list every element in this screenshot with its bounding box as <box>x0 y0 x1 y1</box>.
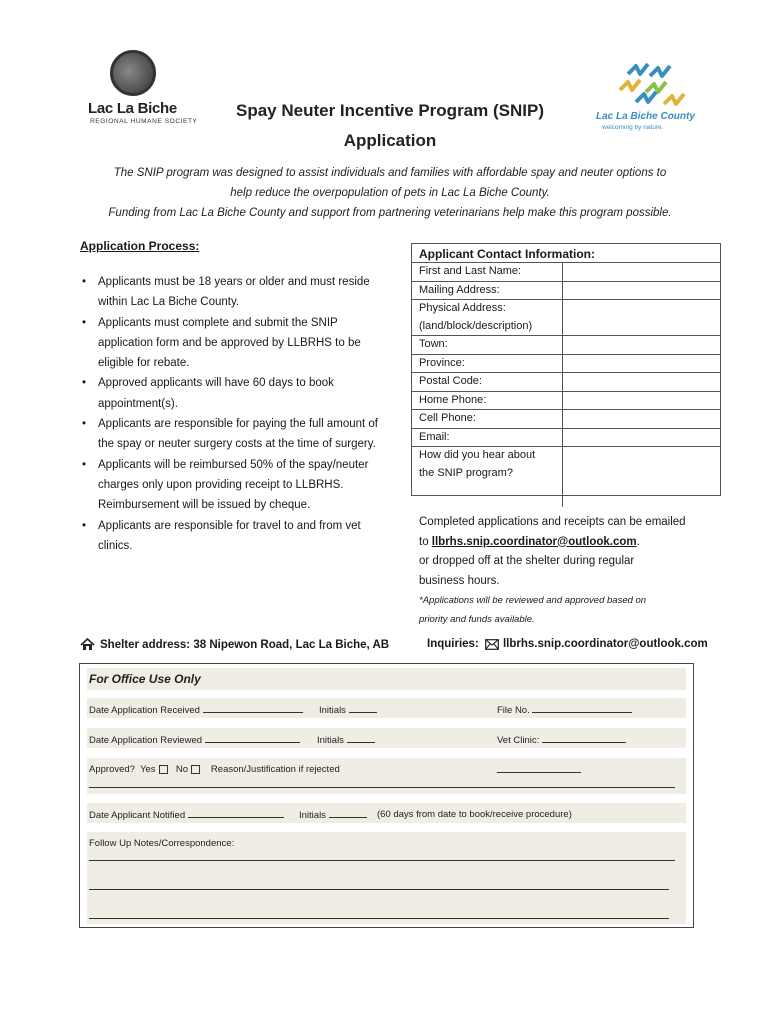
home-phone-field[interactable] <box>563 392 720 410</box>
title-line-2: Application <box>343 131 437 150</box>
shelter-label: Shelter address: <box>100 638 191 651</box>
coordinator-email-link[interactable]: llbrhs.snip.coordinator@outlook.com <box>431 535 637 548</box>
county-logo-sub: welcoming by nature. <box>602 124 664 131</box>
contact-label: Home Phone: <box>412 392 563 410</box>
initials-label: Initials <box>319 705 346 716</box>
initials-field[interactable] <box>347 734 375 743</box>
initials-field[interactable] <box>329 809 367 818</box>
submission-instructions <box>419 513 729 629</box>
date-notified-field[interactable] <box>188 809 284 818</box>
review-note-line-1: *Applications will be reviewed and approved based on <box>419 595 647 606</box>
dog-silhouette-icon <box>110 50 156 96</box>
contact-row-mailing <box>412 282 720 301</box>
contact-label: First and Last Name: <box>412 263 563 281</box>
contact-label-line-1: Physical Address: <box>419 302 506 314</box>
contact-row-physical <box>412 300 720 336</box>
county-birds-icon <box>606 56 696 108</box>
inquiries-label: Inquiries: <box>427 638 479 650</box>
county-logo-name: Lac La Biche County <box>596 111 695 122</box>
shelter-address-value: 38 Nipewon Road, Lac La Biche, AB <box>193 638 390 651</box>
envelope-icon <box>485 639 499 650</box>
title-line-1: Spay Neuter Incentive Program (SNIP) <box>236 101 544 120</box>
follow-up-line[interactable] <box>89 889 669 890</box>
reason-short-field[interactable] <box>497 764 581 773</box>
page-title <box>200 96 580 156</box>
contact-label: Postal Code: <box>412 373 563 391</box>
date-received-field[interactable] <box>203 704 303 713</box>
shelter-address <box>80 638 389 651</box>
review-note-line-2: priority and funds available. <box>419 614 535 625</box>
contact-label-line-2: (land/block/description) <box>419 319 533 332</box>
contact-label <box>412 447 563 507</box>
process-item: • Applicants are responsible for travel to and from vet clinics. <box>80 516 380 557</box>
process-heading: Application Process: <box>80 239 200 253</box>
contact-label-line-2: the SNIP program? <box>419 466 513 479</box>
contact-row-email <box>412 429 720 448</box>
reason-label: Reason/Justification if rejected <box>210 764 340 775</box>
contact-label: Town: <box>412 336 563 354</box>
contact-heading: Applicant Contact Information: <box>412 244 720 263</box>
office-use-section <box>79 663 694 928</box>
mailing-address-field[interactable] <box>563 282 720 300</box>
process-list <box>80 272 380 556</box>
yes-checkbox[interactable] <box>159 765 168 774</box>
inquiries <box>427 638 708 650</box>
contact-label: Province: <box>412 355 563 373</box>
contact-label: Cell Phone: <box>412 410 563 428</box>
follow-up-label: Follow Up Notes/Correspondence: <box>89 838 235 849</box>
yes-label: Yes <box>140 764 156 775</box>
humane-society-logo-sub: REGIONAL HUMANE SOCIETY <box>90 118 198 125</box>
humane-society-logo-name: Lac La Biche <box>88 100 177 117</box>
cell-phone-field[interactable] <box>563 410 720 428</box>
submission-period: . <box>636 535 640 548</box>
submission-to: to <box>419 535 432 548</box>
contact-row-town <box>412 336 720 355</box>
date-reviewed-field[interactable] <box>205 734 300 743</box>
contact-row-heard-about <box>412 447 720 507</box>
office-row-follow-up <box>87 832 686 924</box>
initials-label: Initials <box>317 735 344 746</box>
contact-label: Mailing Address: <box>412 282 563 300</box>
contact-info-table <box>411 243 721 496</box>
office-row-reviewed <box>87 728 686 748</box>
name-field[interactable] <box>563 263 720 281</box>
postal-code-field[interactable] <box>563 373 720 391</box>
town-field[interactable] <box>563 336 720 354</box>
reason-field[interactable] <box>89 787 675 788</box>
approved-label: Approved? <box>89 764 135 775</box>
office-row-received <box>87 698 686 718</box>
contact-row-province <box>412 355 720 374</box>
file-no-field[interactable] <box>532 704 632 713</box>
vet-clinic-label: Vet Clinic: <box>497 735 540 746</box>
contact-row-postal <box>412 373 720 392</box>
contact-row-home-phone <box>412 392 720 411</box>
no-checkbox[interactable] <box>191 765 200 774</box>
office-row-approved <box>87 758 686 794</box>
date-received-label: Date Application Received <box>89 705 200 716</box>
intro-paragraph <box>60 163 720 223</box>
file-no-label: File No. <box>497 705 530 716</box>
submission-line-2 <box>419 533 729 553</box>
follow-up-line[interactable] <box>89 918 669 919</box>
office-row-notified <box>87 803 686 823</box>
vet-clinic-field[interactable] <box>542 734 626 743</box>
intro-line-1: The SNIP program was designed to assist individuals and families with affordable spay and neuter options to <box>113 167 667 179</box>
sixty-days-note: (60 days from date to book/receive procedure) <box>377 809 572 820</box>
heard-about-field[interactable] <box>563 447 720 507</box>
humane-society-logo <box>88 50 198 130</box>
initials-field[interactable] <box>349 704 377 713</box>
email-field[interactable] <box>563 429 720 447</box>
contact-label: Email: <box>412 429 563 447</box>
contact-row-cell-phone <box>412 410 720 429</box>
submission-line-1: Completed applications and receipts can be emailed <box>419 516 686 528</box>
submission-line-3: or dropped off at the shelter during regular <box>419 555 635 567</box>
follow-up-line[interactable] <box>89 860 675 861</box>
province-field[interactable] <box>563 355 720 373</box>
intro-line-2: help reduce the overpopulation of pets in Lac La Biche County. <box>230 187 550 199</box>
process-item: • Approved applicants will have 60 days to book appointment(s). <box>80 373 380 414</box>
intro-line-3: Funding from Lac La Biche County and support from partnering veterinarians help make this program possible. <box>108 207 672 219</box>
office-use-heading: For Office Use Only <box>87 668 686 690</box>
process-item: • Applicants must be 18 years or older and must reside within Lac La Biche County. <box>80 272 380 313</box>
date-reviewed-label: Date Application Reviewed <box>89 735 203 746</box>
submission-line-4: business hours. <box>419 574 500 587</box>
process-item: • Applicants must complete and submit the SNIP application form and be approved by LLBRHS to be eligible for rebate. <box>80 313 380 374</box>
contact-label-line-1: How did you hear about <box>419 449 536 461</box>
county-logo <box>592 56 702 136</box>
inquiries-email[interactable]: llbrhs.snip.coordinator@outlook.com <box>502 638 708 650</box>
no-label: No <box>175 764 188 775</box>
contact-row-name <box>412 263 720 282</box>
process-item: • Applicants are responsible for paying the full amount of the spay or neuter surgery costs at the time of surgery. <box>80 414 380 455</box>
process-item: • Applicants will be reimbursed 50% of the spay/neuter charges only upon providing receipt to LLBRHS. Reimbursement will be issued by cheque. <box>80 455 380 516</box>
initials-label: Initials <box>299 810 326 821</box>
house-icon <box>80 638 95 651</box>
contact-label <box>412 300 563 335</box>
date-notified-label: Date Applicant Notified <box>89 810 186 821</box>
physical-address-field[interactable] <box>563 300 720 335</box>
